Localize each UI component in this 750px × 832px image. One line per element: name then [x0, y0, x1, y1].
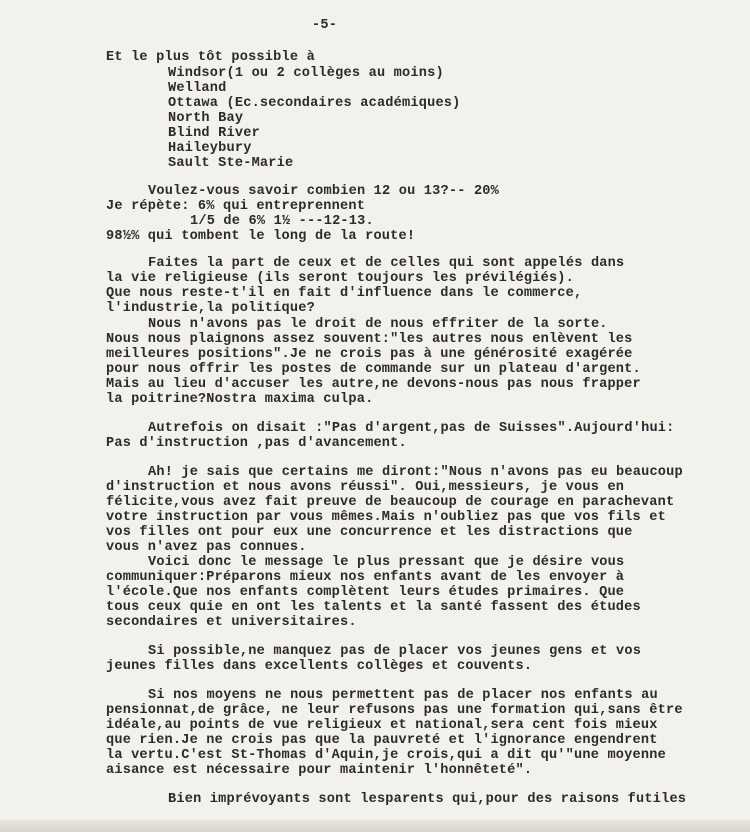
text-line: Haileybury [168, 141, 252, 156]
text-line: Et le plus tôt possible à [106, 50, 315, 65]
text-line: jeunes filles dans excellents collèges et couvents. [106, 659, 533, 674]
page-number: -5- [312, 18, 338, 33]
text-line: Welland [168, 81, 227, 96]
text-line: Mais au lieu d'accuser les autre,ne devons-nous pas nous frapper [106, 377, 641, 392]
text-line: Ah! je sais que certains me diront:"Nous n'avons pas eu beaucoup [148, 465, 683, 480]
text-line: félicite,vous avez fait preuve de beaucoup de courage en parachevant [106, 495, 675, 510]
text-line: Autrefois on disait :"Pas d'argent,pas de Suisses".Aujourd'hui: [148, 421, 675, 436]
text-line: l'école.Que nos enfants complètent leurs études primaires. Que [106, 585, 625, 600]
text-line: que rien.Je ne crois pas que la pauvreté et l'ignorance engendrent [106, 733, 658, 748]
text-line: pensionnat,de grâce, ne leur refusons pas une formation qui,sans être [106, 703, 683, 718]
text-line: pour nous offrir les postes de commande sur un plateau d'argent. [106, 362, 641, 377]
text-line: Je répète: 6% qui entreprennent [106, 199, 366, 214]
text-line: Pas d'instruction ,pas d'avancement. [106, 436, 407, 451]
text-line: Si possible,ne manquez pas de placer vos jeunes gens et vos [148, 644, 642, 659]
text-line: la poitrine?Nostra maxima culpa. [106, 392, 374, 407]
text-line: 98½% qui tombent le long de la route! [106, 229, 416, 244]
text-line: Voici donc le message le plus pressant que je désire vous [148, 555, 625, 570]
text-line: Blind River [168, 126, 260, 141]
text-line: vous n'avez pas connues. [106, 540, 307, 555]
text-line: Ottawa (Ec.secondaires académiques) [168, 96, 461, 111]
text-line: tous ceux quie en ont les talents et la santé fassent des études [106, 600, 641, 615]
text-line: Voulez-vous savoir combien 12 ou 13?-- 20% [148, 184, 500, 199]
text-line: secondaires et universitaires. [106, 615, 357, 630]
text-line: votre instruction par vous mêmes.Mais n'oubliez pas que vos fils et [106, 510, 666, 525]
text-line: Nous n'avons pas le droit de nous effriter de la sorte. [148, 317, 608, 332]
text-line: Si nos moyens ne nous permettent pas de placer nos enfants au [148, 688, 658, 703]
text-line: Windsor(1 ou 2 collèges au moins) [168, 66, 444, 81]
text-line: Sault Ste-Marie [168, 156, 294, 171]
text-line: vos filles ont pour eux une concurrence et les distractions que [106, 525, 633, 540]
text-line: la vertu.C'est St-Thomas d'Aquin,je crois,qui a dit qu'"une moyenne [106, 748, 666, 763]
text-line: d'instruction et nous avons réussi". Oui,messieurs, je vous en [106, 480, 625, 495]
text-line: Bien imprévoyants sont lesparents qui,pour des raisons futiles [168, 792, 687, 807]
text-line: 1/5 de 6% 1½ ---12-13. [190, 214, 374, 229]
text-line: North Bay [168, 111, 244, 126]
text-line: aisance est nécessaire pour maintenir l'honnêteté". [106, 763, 533, 778]
text-line: communiquer:Préparons mieux nos enfants avant de les envoyer à [106, 570, 625, 585]
text-line: idéale,au points de vue religieux et national,sera cent fois mieux [106, 718, 658, 733]
text-line: la vie religieuse (ils seront toujours les prévilégiés). [106, 271, 575, 286]
text-line: meilleures positions".Je ne crois pas à une générosité exagérée [106, 347, 633, 362]
text-line: l'industrie,la politique? [106, 301, 315, 316]
text-line: Faites la part de ceux et de celles qui sont appelés dans [148, 256, 625, 271]
paper-edge [0, 820, 750, 832]
text-line: Que nous reste-t'il en fait d'influence dans le commerce, [106, 286, 583, 301]
text-line: Nous nous plaignons assez souvent:"les autres nous enlèvent les [106, 332, 633, 347]
